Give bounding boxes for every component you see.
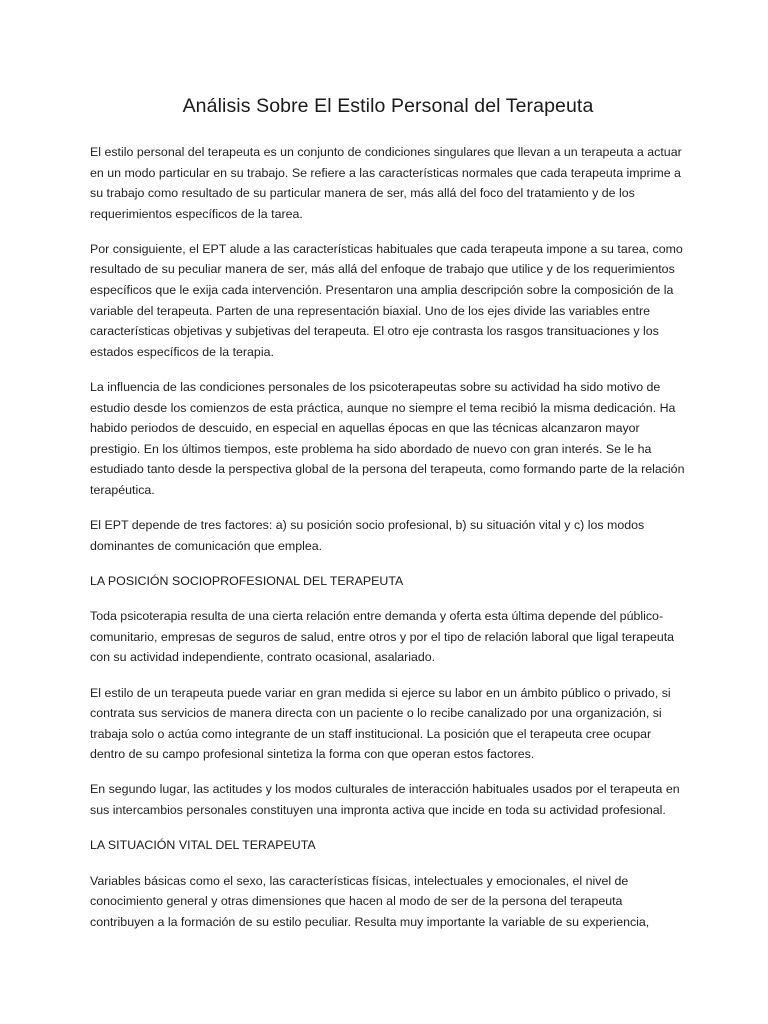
section-heading-vital-situation: LA SITUACIÓN VITAL DEL TERAPEUTA (90, 838, 316, 853)
paragraph-ept-description: Por consiguiente, el EPT alude a las características habituales que cada terapeuta impone a su tarea, como resultado de su peculiar manera de ser, más allá del enfoque de trabajo que utilice y de los requerimientos específicos que le exija cada intervención. Presentaron una amplia descripción sobre la composición de la variable del terapeuta. Parten de una representación biaxial. Uno de los ejes divide las variables entre características objetivas y subjetivas del terapeuta. El otro eje contrasta los rasgos transituaciones y los estados específicos de la terapia. (90, 241, 683, 359)
paragraph-influence: La influencia de las condiciones personales de los psicoterapeutas sobre su actividad ha sido motivo de estudio desde los comienzos de esta práctica, aunque no siempre el tema recibió la misma dedicación. Ha habido periodos de descuido, en especial en aquellas épocas en que las técnicas alcanzaron mayor prestigio. En los últimos tiempos, este problema ha sido abordado de nuevo con gran interés. Se le ha estudiado tanto desde la perspectiva global de la persona del terapeuta, como formando parte de la relación terapéutica. (90, 379, 685, 497)
paragraph-attitudes: En segundo lugar, las actitudes y los modos culturales de interacción habituales usados por el terapeuta en sus intercambios personales constituyen una impronta activa que incide en toda su actividad profesional. (90, 782, 680, 818)
paragraph-definition: El estilo personal del terapeuta es un conjunto de condiciones singulares que llevan a un terapeuta a actuar en un modo particular en su trabajo. Se refiere a las características normales que cada terapeuta imprime a su trabajo como resultado de su particular manera de ser, más allá del foco del tratamiento y de los requerimientos específicos de la tarea. (90, 145, 682, 221)
paragraph-factors: El EPT depende de tres factores: a) su posición socio profesional, b) su situación vital y c) los modos dominantes de comunicación que emplea. (90, 518, 645, 553)
document-title: Análisis Sobre El Estilo Personal del Terapeuta (182, 95, 594, 117)
document-body (90, 95, 686, 947)
paragraph-public-private: El estilo de un terapeuta puede variar en gran medida si ejerce su labor en un ámbito público o privado, si contrata sus servicios de manera directa con un paciente o lo recibe canalizado por una organización, si trabaja solo o actúa como integrante de un staff institucional. La posición que el terapeuta cree ocupar dentro de su campo profesional sintetiza la forma con que operan estos factores. (90, 685, 671, 762)
section-heading-socioprofessional: LA POSICIÓN SOCIOPROFESIONAL DEL TERAPEUTA (90, 573, 404, 588)
paragraph-demand-offer: Toda psicoterapia resulta de una cierta relación entre demanda y oferta esta última depende del público-comunitario, empresas de seguros de salud, entre otros y por el tipo de relación laboral que ligal terapeuta con su actividad independiente, contrato ocasional, asalariado. (90, 609, 675, 665)
paragraph-basic-variables: Variables básicas como el sexo, las características físicas, intelectuales y emocionales, el nivel de conocimiento general y otras dimensiones que hacen al modo de ser de la persona del terapeuta contribuyen a la formación de su estilo peculiar. Resulta muy importante la variable de su experiencia, (90, 873, 650, 929)
